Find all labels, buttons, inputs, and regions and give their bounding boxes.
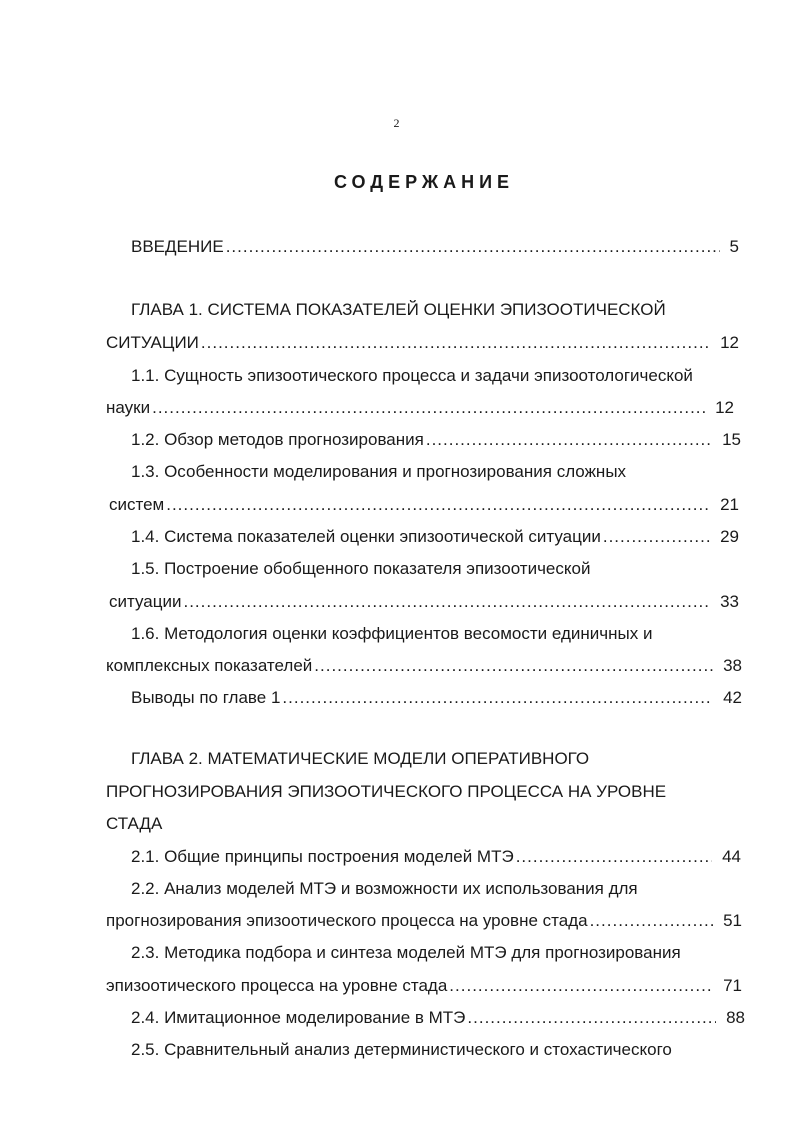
leader-dots — [467, 1007, 716, 1029]
toc-entry-section-1-4[interactable] — [131, 526, 739, 548]
section-2-2-line-1 — [131, 878, 638, 900]
leader-dots — [183, 591, 710, 613]
entry-text: 2.1. Общие принципы построения моделей МТЭ — [131, 847, 514, 866]
chapter-1-heading-line-1 — [131, 299, 666, 321]
toc-entry-section-2-4[interactable] — [131, 1007, 745, 1029]
leader-dots — [603, 526, 710, 548]
toc-title: СОДЕРЖАНИЕ — [333, 172, 515, 192]
entry-text: СИТУАЦИИ — [106, 333, 199, 352]
chapter-2-heading-line-3 — [106, 813, 162, 835]
entry-page: 44 — [722, 847, 741, 866]
entry-text: 2.2. Анализ моделей МТЭ и возможности их использования для — [131, 879, 638, 898]
entry-page: 38 — [723, 656, 742, 675]
leader-dots — [516, 846, 712, 868]
entry-text: СТАДА — [106, 814, 163, 833]
toc-entry-intro[interactable] — [131, 236, 739, 258]
leader-dots — [226, 236, 720, 258]
leader-dots — [201, 332, 710, 354]
leader-dots — [314, 655, 713, 677]
entry-page: 29 — [720, 527, 739, 546]
entry-text: 1.4. Система показателей оценки эпизоотической ситуации — [131, 527, 601, 546]
entry-text: 1.6. Методология оценки коэффициентов весомости единичных и — [131, 624, 653, 643]
entry-page: 33 — [720, 592, 739, 611]
entry-text: 1.5. Построение обобщенного показателя эпизоотической — [131, 559, 591, 578]
leader-dots — [282, 687, 713, 709]
entry-text: 2.5. Сравнительный анализ детерминистического и стохастического — [131, 1040, 672, 1059]
entry-text: ГЛАВА 2. МАТЕМАТИЧЕСКИЕ МОДЕЛИ ОПЕРАТИВНОГО — [131, 749, 590, 768]
entry-page: 5 — [729, 237, 739, 256]
toc-entry-conclusions-1[interactable] — [131, 687, 742, 709]
entry-page: 51 — [723, 911, 742, 930]
leader-dots — [449, 975, 713, 997]
section-1-1-line-1 — [131, 365, 693, 387]
chapter-2-heading-line-2 — [106, 781, 666, 803]
leader-dots — [166, 494, 710, 516]
toc-entry-section-1-2[interactable] — [131, 429, 741, 451]
toc-entry-section-2-3[interactable] — [106, 975, 742, 997]
section-1-6-line-1 — [131, 623, 652, 645]
leader-dots — [426, 429, 712, 451]
toc-entry-section-2-2[interactable] — [106, 910, 742, 932]
toc-entry-section-1-6[interactable] — [106, 655, 742, 677]
entry-text: науки — [106, 398, 151, 417]
entry-page: 88 — [726, 1008, 745, 1027]
toc-entry-section-2-1[interactable] — [131, 846, 741, 868]
entry-text: 1.2. Обзор методов прогнозирования — [131, 430, 424, 449]
section-1-5-line-1 — [131, 558, 590, 580]
section-2-5-line-1 — [131, 1039, 672, 1061]
entry-text: комплексных показателей — [106, 656, 313, 675]
entry-text: ПРОГНОЗИРОВАНИЯ ЭПИЗООТИЧЕСКОГО ПРОЦЕССА НА УРОВНЕ — [106, 782, 667, 801]
entry-text: ВВЕДЕНИЕ — [131, 237, 224, 256]
toc-entry-section-1-5[interactable] — [109, 591, 739, 613]
toc-entry-section-1-1[interactable] — [106, 397, 734, 419]
entry-page: 15 — [722, 430, 741, 449]
entry-text: ситуации — [109, 592, 182, 611]
leader-dots — [152, 397, 705, 419]
toc-entry-chapter-1[interactable] — [106, 332, 739, 354]
section-1-3-line-1 — [131, 461, 626, 483]
page-number: 2 — [393, 116, 400, 130]
entry-text: систем — [109, 495, 165, 514]
entry-page: 42 — [723, 688, 742, 707]
chapter-2-heading-line-1 — [131, 748, 589, 770]
entry-text: 1.3. Особенности моделирования и прогнозирования сложных — [131, 462, 627, 481]
section-2-3-line-1 — [131, 942, 681, 964]
entry-page: 21 — [720, 495, 739, 514]
entry-text: ГЛАВА 1. СИСТЕМА ПОКАЗАТЕЛЕЙ ОЦЕНКИ ЭПИЗООТИЧЕСКОЙ — [131, 300, 666, 319]
entry-text: 2.3. Методика подбора и синтеза моделей МТЭ для прогнозирования — [131, 943, 681, 962]
entry-text: Выводы по главе 1 — [131, 688, 281, 707]
toc-entry-section-1-3[interactable] — [109, 494, 739, 516]
entry-page: 71 — [723, 976, 742, 995]
entry-text: 2.4. Имитационное моделирование в МТЭ — [131, 1008, 466, 1027]
entry-page: 12 — [720, 333, 739, 352]
leader-dots — [590, 910, 714, 932]
entry-text: прогнозирования эпизоотического процесса на уровне стада — [106, 911, 588, 930]
entry-text: эпизоотического процесса на уровне стада — [106, 976, 448, 995]
entry-page: 12 — [715, 398, 734, 417]
entry-text: 1.1. Сущность эпизоотического процесса и задачи эпизоотологической — [131, 366, 693, 385]
